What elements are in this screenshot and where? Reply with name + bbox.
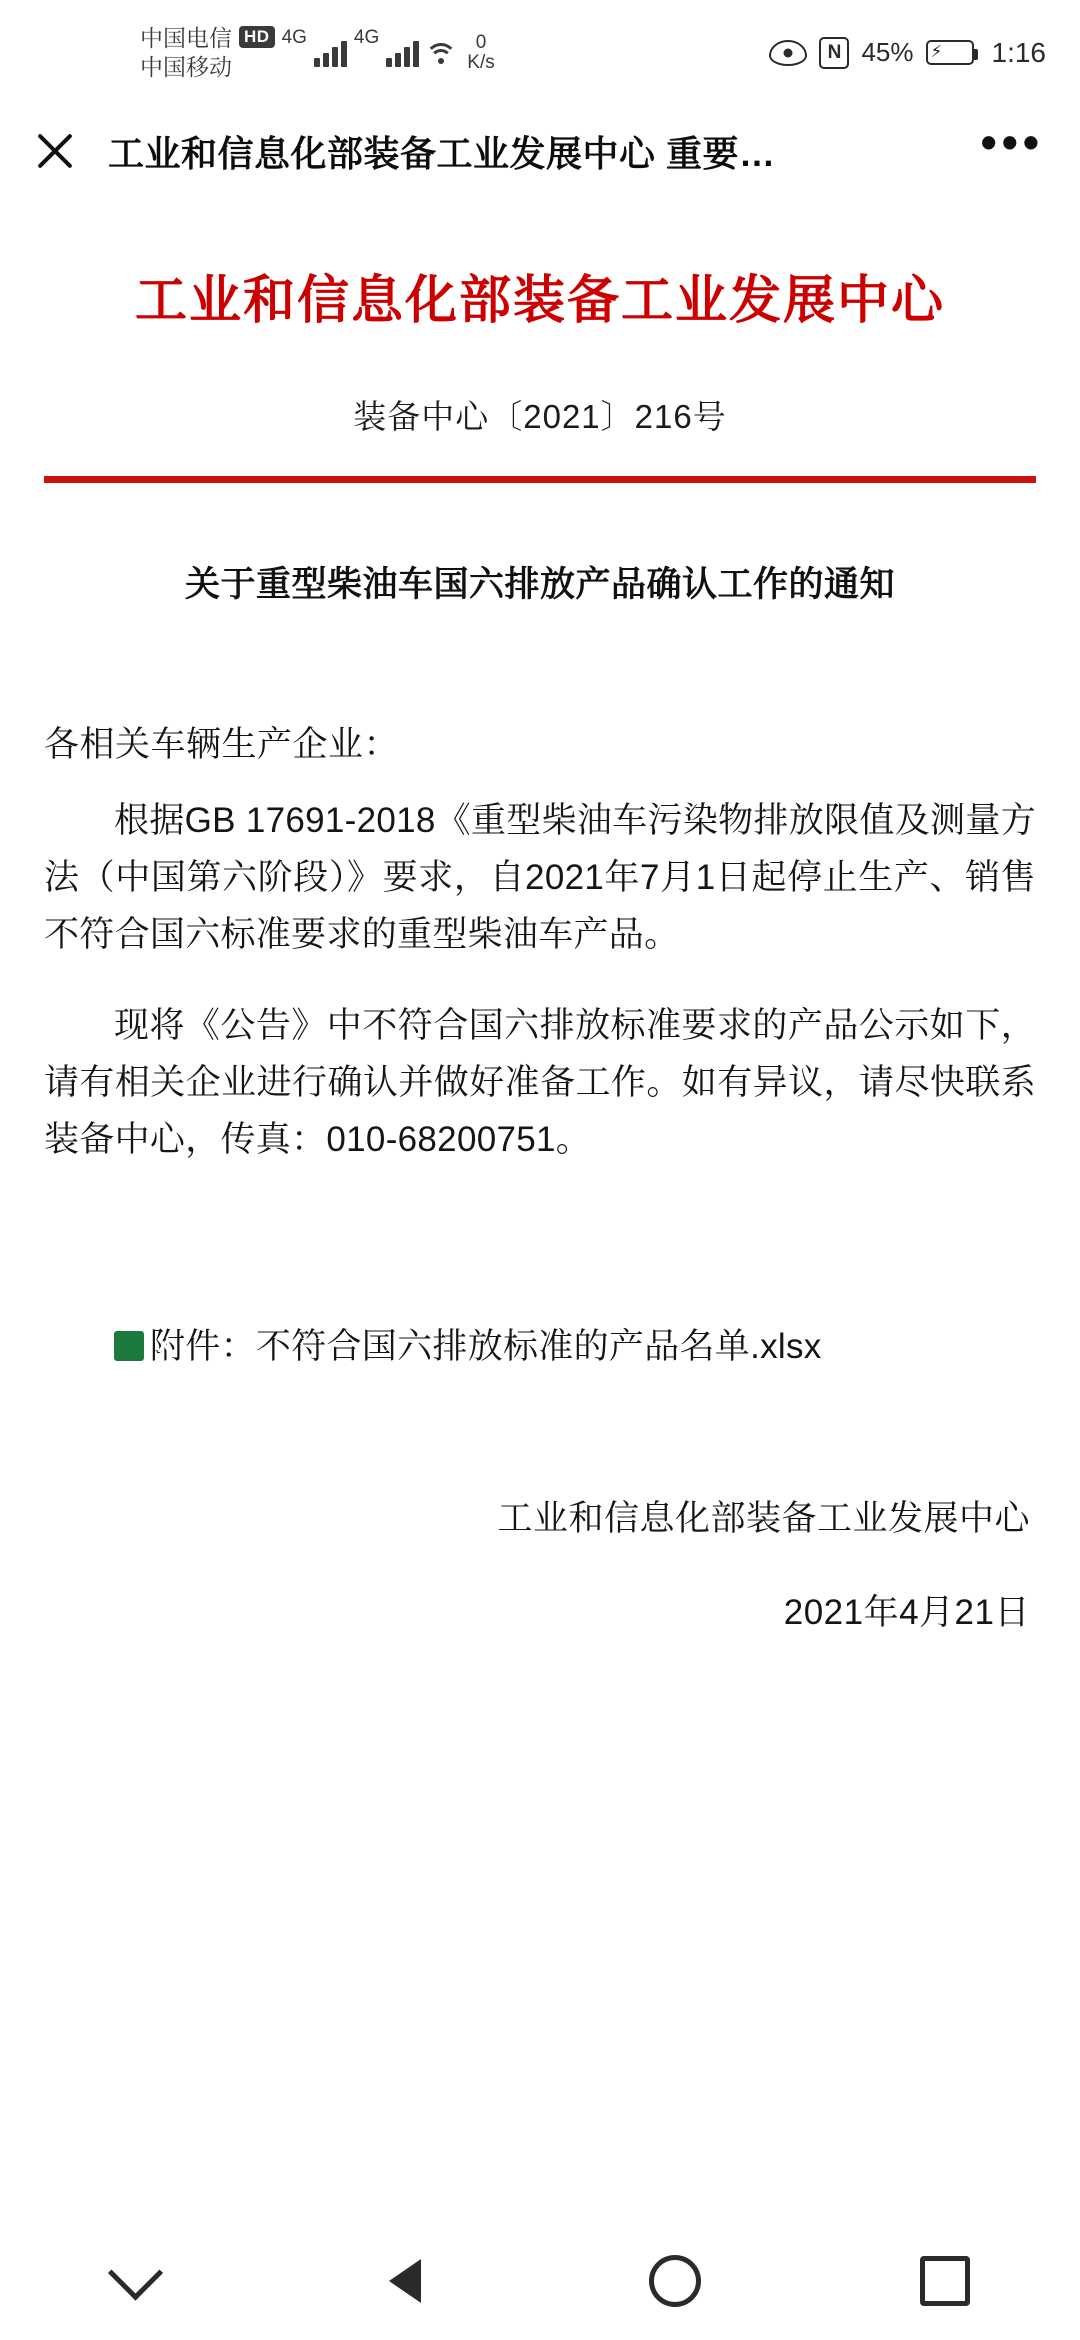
battery-percent-label: 45%: [861, 37, 914, 67]
network-type-label-1: 4G: [281, 26, 307, 48]
recents-square-icon: [920, 2256, 970, 2306]
data-speed-unit: K/s: [467, 51, 495, 73]
carrier-secondary-label: 中国移动: [140, 53, 232, 80]
document-paragraph-2: 现将《公告》中不符合国六排放标准要求的产品公示如下，请有相关企业进行确认并做好准备工作。如有异议，请尽快联系装备中心，传真：010-68200751。: [44, 1006, 1036, 1159]
close-icon[interactable]: [28, 124, 82, 178]
home-button[interactable]: [615, 2241, 735, 2321]
more-options-icon[interactable]: •••: [980, 115, 1044, 168]
hide-keyboard-button[interactable]: [75, 2241, 195, 2321]
chevron-down-icon: [107, 2245, 162, 2300]
signal-bars-icon-2: [386, 39, 419, 67]
data-speed-indicator: [467, 33, 494, 73]
red-divider-rule: [44, 476, 1036, 483]
document-org-header: 工业和信息化部装备工业发展中心: [134, 273, 945, 330]
document-body: [0, 271, 1080, 1635]
nfc-icon: N: [819, 37, 849, 69]
wifi-icon: [426, 41, 456, 65]
excel-file-icon: [114, 1331, 144, 1361]
home-circle-icon: [649, 2255, 701, 2307]
document-number: 装备中心〔2021〕216号: [353, 398, 727, 436]
eye-care-icon: [769, 40, 807, 66]
app-header: [0, 105, 1080, 197]
data-speed-value: 0: [475, 31, 487, 53]
attachment-row[interactable]: [44, 1319, 1036, 1375]
carrier-primary-label: 中国电信: [140, 24, 232, 51]
network-type-label-2: 4G: [353, 26, 380, 48]
document-paragraph-1: 根据GB 17691-2018《重型柴油车污染物排放限值及测量方法（中国第六阶段）》要求，自2021年7月1日起停止生产、销售不符合国六标准要求的重型柴油车产品。: [44, 801, 1036, 954]
document-signature: 工业和信息化部装备工业发展中心: [497, 1498, 1030, 1538]
signal-bars-icon-1: [314, 39, 347, 67]
back-triangle-icon: [389, 2259, 421, 2303]
document-title: 关于重型柴油车国六排放产品确认工作的通知: [184, 565, 895, 605]
system-navigation-bar: [0, 2222, 1080, 2340]
hd-badge-icon: HD: [239, 26, 275, 48]
document-salutation: 各相关车辆生产企业：: [44, 725, 400, 765]
back-button[interactable]: [345, 2241, 465, 2321]
status-bar: [0, 0, 1080, 105]
status-bar-right: [769, 37, 1046, 69]
battery-charging-icon: ⚡: [926, 40, 974, 65]
page-title: 工业和信息化部装备工业发展中心 重要…: [108, 132, 776, 174]
carrier-labels: [140, 24, 232, 82]
attachment-label[interactable]: 附件：不符合国六排放标准的产品名单.xlsx: [150, 1326, 822, 1366]
recents-button[interactable]: [885, 2241, 1005, 2321]
status-bar-left: [140, 24, 495, 82]
document-date: 2021年4月21日: [783, 1592, 1030, 1632]
clock-label: 1:16: [991, 36, 1046, 68]
